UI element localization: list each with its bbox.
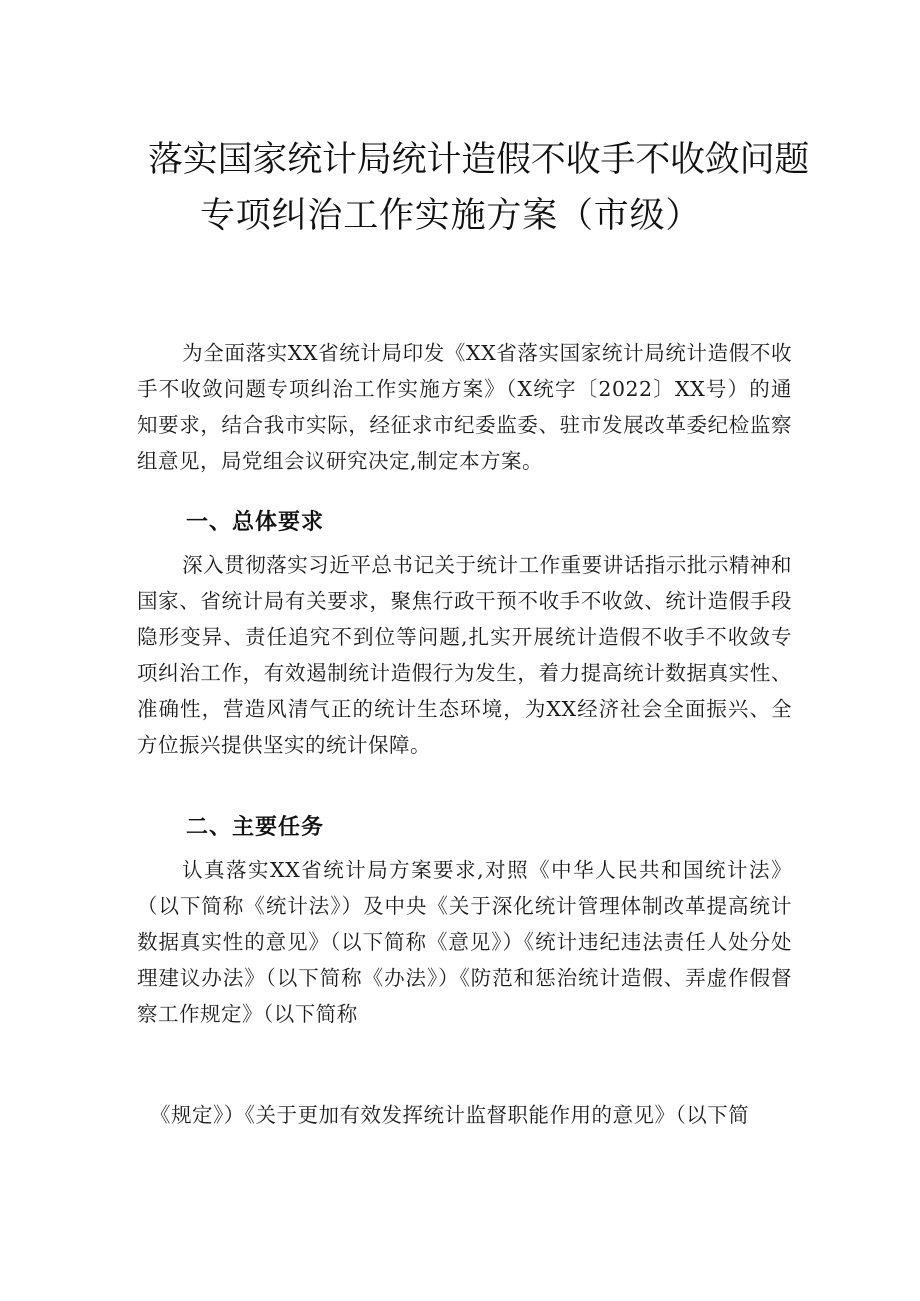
- main-tasks-continuation: 《规定》）《关于更加有效发挥统计监督职能作用的意见》（以下简: [150, 1103, 750, 1127]
- intro-paragraph: 为全面落实XX省统计局印发《XX省落实国家统计局统计造假不收手不收敛问题专项纠治工作实施方案》（X统字〔2022〕XX号）的通知要求，结合我市实际，经征求市纪委监委、驻市发展改革委纪检监察组意见，局党组会议研究决定,制定本方案。: [137, 341, 792, 473]
- document-title-line-2: 专项纠治工作实施方案（市级）: [200, 196, 702, 236]
- section-heading-main-tasks: 二、主要任务: [186, 815, 325, 840]
- document-title-line-1: 落实国家统计局统计造假不收手不收敛问题: [148, 140, 810, 180]
- general-requirements-paragraph: 深入贯彻落实习近平总书记关于统计工作重要讲话指示批示精神和国家、省统计局有关要求，聚焦行政干预不收手不收敛、统计造假手段隐形变异、责任追究不到位等问题,扎实开展统计造假不收手不收敛专项纠治工作，有效遏制统计造假行为发生，着力提高统计数据真实性、准确性，营造风清气正的统计生态环境，为XX经济社会全面振兴、全方位振兴提供坚实的统计保障。: [137, 553, 792, 757]
- section-heading-general-requirements: 一、总体要求: [186, 510, 325, 535]
- main-tasks-paragraph: 认真落实XX省统计局方案要求,对照《中华人民共和国统计法》（以下简称《统计法》）及中央《关于深化统计管理体制改革提高统计数据真实性的意见》（以下简称《意见》）《统计违纪违法责任人处分处理建议办法》（以下简称《办法》）《防范和惩治统计造假、弄虚作假督察工作规定》（以下简称: [137, 858, 792, 1026]
